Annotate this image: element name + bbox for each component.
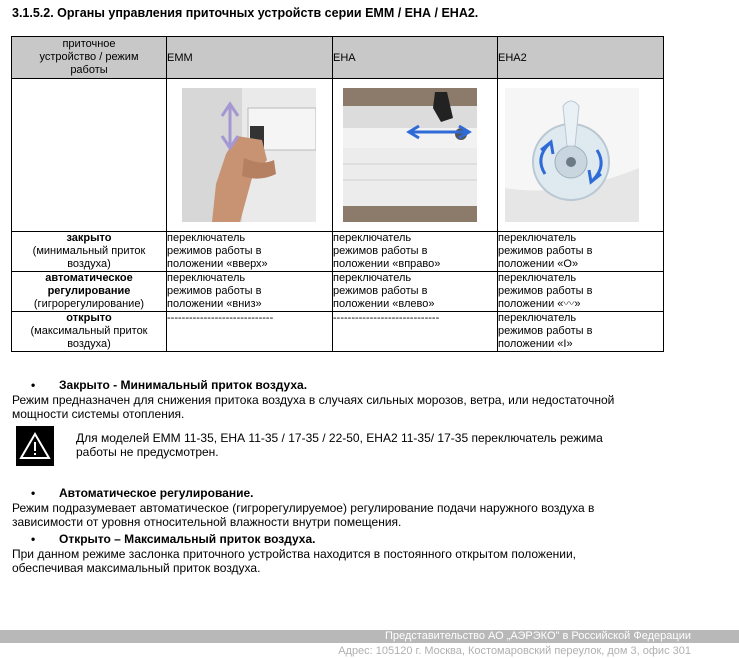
desc-line: переключатель xyxy=(333,272,412,284)
text-line: мощности системы отопления. xyxy=(12,407,185,421)
auto-eha2-cell xyxy=(498,272,664,312)
header-device-eha2: ЕНА2 xyxy=(498,37,664,79)
header-device-eha: ЕНА xyxy=(333,37,498,79)
open-eha-cell: ----------------------------- xyxy=(333,312,498,352)
mode-name: автоматическое xyxy=(45,272,133,284)
desc-line: переключатель xyxy=(167,232,246,244)
text-line: Режим подразумевает автоматическое (гигрорегулируемое) регулирование подачи наружного воздуха в xyxy=(12,501,595,515)
warning-text xyxy=(76,431,686,459)
mode-sub: (гигрорегулирование) xyxy=(33,298,145,310)
desc-line: режимов работы в xyxy=(167,285,262,297)
mode-name: регулирование xyxy=(47,285,131,297)
mode-name: закрыто xyxy=(66,232,112,244)
eha-switch-photo xyxy=(343,88,477,222)
table-row-open xyxy=(12,312,664,352)
table-row-auto xyxy=(12,272,664,312)
mode-sub: воздуха) xyxy=(67,258,111,270)
desc-line: режимов работы в xyxy=(333,285,428,297)
mode-sub: воздуха) xyxy=(67,338,111,350)
bullet-icon: • xyxy=(31,486,36,500)
header-mode-line: работы xyxy=(70,64,108,76)
section-title: 3.1.5.2. Органы управления приточных устройств серии ЕММ / ЕНА / ЕНА2. xyxy=(12,6,479,20)
mode-sub: (максимальный приток xyxy=(30,325,148,337)
desc-line: положении «〰» xyxy=(498,298,581,310)
text-line: Режим предназначен для снижения притока воздуха в случаях сильных морозов, ветра, или недостаточной xyxy=(12,393,615,407)
desc-line: переключатель xyxy=(167,272,246,284)
desc-line: положении «вниз» xyxy=(167,298,262,310)
text-line: работы не предусмотрен. xyxy=(76,445,219,459)
desc-line: положении «вправо» xyxy=(333,258,441,270)
header-mode-line: устройство / режим xyxy=(39,51,139,63)
text-line: обеспечивая максимальный приток воздуха. xyxy=(12,561,261,575)
closed-emm-cell xyxy=(167,232,333,272)
header-device-emm: ЕММ xyxy=(167,37,333,79)
text-line: Для моделей ЕММ 11-35, ЕНА 11-35 / 17-35 / 22-50, ЕНА2 11-35/ 17-35 переключатель режима xyxy=(76,431,603,445)
photo-empty-cell xyxy=(12,79,167,232)
open-heading: Открыто – Максимальный приток воздуха. xyxy=(59,532,316,546)
desc-line: положении «I» xyxy=(498,338,573,350)
header-mode-line: приточное xyxy=(62,38,116,50)
header-mode-cell xyxy=(12,37,167,79)
desc-line: переключатель xyxy=(333,232,412,244)
footer-company: Представительство АО „АЭРЭКО" в Российской Федерации xyxy=(384,630,691,642)
desc-line: положении «О» xyxy=(498,258,579,270)
warning-triangle-icon xyxy=(16,426,54,466)
desc-line: режимов работы в xyxy=(333,245,428,257)
footer-address: Адрес: 105120 г. Москва, Костомаровский переулок, дом 3, офис 301 xyxy=(338,645,691,657)
desc-line: переключатель xyxy=(498,312,577,324)
desc-line: режимов работы в xyxy=(167,245,262,257)
photo-cell-emm xyxy=(167,79,333,232)
desc-line: переключатель xyxy=(498,232,577,244)
open-emm-cell: ----------------------------- xyxy=(167,312,333,352)
desc-line: режимов работы в xyxy=(498,285,593,297)
mode-open-cell xyxy=(12,312,167,352)
table-header-row xyxy=(12,37,664,79)
auto-eha-cell xyxy=(333,272,498,312)
bullet-icon: • xyxy=(31,378,36,392)
mode-auto-cell xyxy=(12,272,167,312)
auto-heading: Автоматическое регулирование. xyxy=(59,486,254,500)
text-line: зависимости от уровня относительной влажности внутри помещения. xyxy=(12,515,402,529)
open-text xyxy=(12,547,692,575)
text-line: При данном режиме заслонка приточного устройства находится в постоянного открытом положении, xyxy=(12,547,576,561)
closed-eha2-cell xyxy=(498,232,664,272)
bullet-icon: • xyxy=(31,532,36,546)
desc-line: режимов работы в xyxy=(498,245,593,257)
desc-line: положении «вверх» xyxy=(167,258,268,270)
closed-heading: Закрыто - Минимальный приток воздуха. xyxy=(59,378,308,392)
auto-emm-cell xyxy=(167,272,333,312)
photo-cell-eha2 xyxy=(498,79,664,232)
mode-name: открыто xyxy=(66,312,112,324)
auto-text xyxy=(12,501,692,529)
desc-line: переключатель xyxy=(498,272,577,284)
closed-text xyxy=(12,393,692,421)
mode-closed-cell xyxy=(12,232,167,272)
desc-line: режимов работы в xyxy=(498,325,593,337)
open-eha2-cell xyxy=(498,312,664,352)
emm-switch-photo xyxy=(182,88,316,222)
eha2-knob-photo xyxy=(505,88,639,222)
photo-cell-eha xyxy=(333,79,498,232)
controls-table xyxy=(11,36,664,352)
closed-eha-cell xyxy=(333,232,498,272)
mode-sub: (минимальный приток xyxy=(32,245,146,257)
photo-row xyxy=(12,79,664,232)
desc-line: положении «влево» xyxy=(333,298,435,310)
table-row-closed xyxy=(12,232,664,272)
